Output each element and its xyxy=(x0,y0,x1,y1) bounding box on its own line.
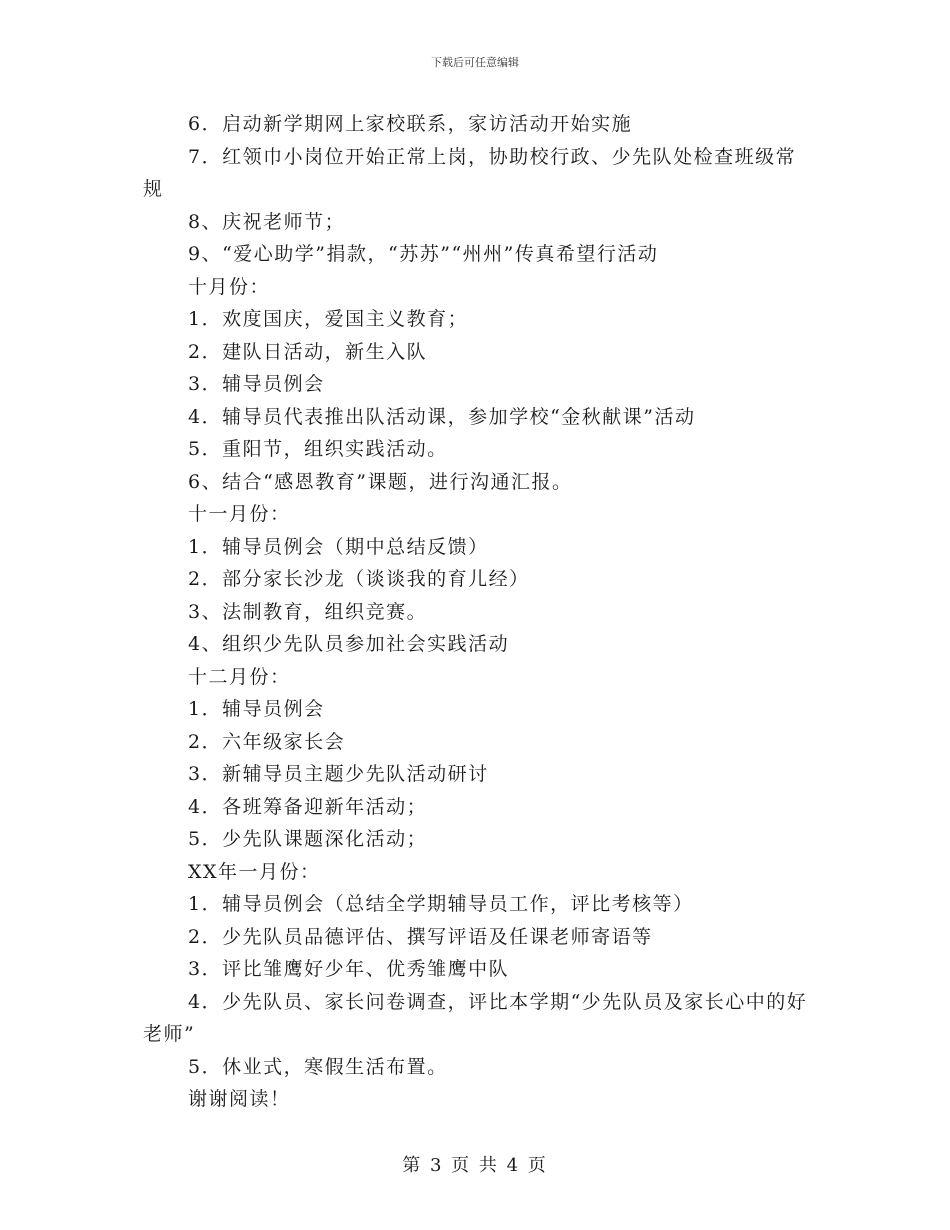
plan-item: 4．辅导员代表推出队活动课，参加学校“金秋献课”活动 xyxy=(188,405,696,428)
plan-item: 2．六年级家长会 xyxy=(188,730,346,753)
plan-item: 4．各班筹备迎新年活动； xyxy=(188,795,428,818)
plan-item: 6．启动新学期网上家校联系，家访活动开始实施 xyxy=(188,113,633,135)
plan-item: 7．红领巾小岗位开始正常上岗，协助校行政、少先队处检查班级常规 xyxy=(143,145,797,200)
month-heading: 十月份： xyxy=(188,275,271,298)
plan-item: 3．评比雏鹰好少年、优秀雏鹰中队 xyxy=(188,958,510,980)
plan-item: 1．欢度国庆，爱国主义教育； xyxy=(188,308,469,330)
closing-text: 谢谢阅读！ xyxy=(188,1088,291,1110)
plan-item: 3．新辅导员主题少先队活动研讨 xyxy=(188,763,489,785)
plan-item: 5．少先队课题深化活动； xyxy=(188,828,428,850)
plan-item: 4、组织少先队员参加社会实践活动 xyxy=(188,633,510,655)
plan-item: 2．建队日活动，新生入队 xyxy=(188,340,428,363)
plan-item: 3、法制教育，组织竞赛。 xyxy=(188,600,428,623)
plan-item: 6、结合“感恩教育”课题，进行沟通汇报。 xyxy=(188,470,573,493)
plan-item: 2．少先队员品德评估、撰写评语及任课老师寄语等 xyxy=(188,925,653,948)
month-heading: 十一月份： xyxy=(188,503,291,525)
document-body xyxy=(143,108,813,1116)
plan-item: 9、“爱心助学”捐款，“苏苏”“州州”传真希望行活动 xyxy=(188,243,659,265)
plan-item: 3．辅导员例会 xyxy=(188,373,325,395)
plan-item: 1．辅导员例会 xyxy=(188,698,325,720)
plan-item: 1．辅导员例会（期中总结反馈） xyxy=(188,535,489,558)
plan-item: 5．休业式，寒假生活布置。 xyxy=(188,1055,448,1078)
plan-item: 5．重阳节，组织实践活动。 xyxy=(188,438,448,460)
plan-item: 1．辅导员例会（总结全学期辅导员工作，评比考核等） xyxy=(188,893,694,915)
plan-item: 4．少先队员、家长问卷调查，评比本学期“少先队员及家长心中的好老师” xyxy=(143,990,808,1045)
page-number: 第 3 页 共 4 页 xyxy=(402,1155,548,1176)
page-header: 下载后可任意编辑 xyxy=(431,56,519,69)
month-heading: 十二月份： xyxy=(188,665,291,688)
month-heading: XX年一月份： xyxy=(188,860,321,883)
plan-item: 8、庆祝老师节； xyxy=(188,210,346,233)
plan-item: 2．部分家长沙龙（谈谈我的育儿经） xyxy=(188,568,530,590)
